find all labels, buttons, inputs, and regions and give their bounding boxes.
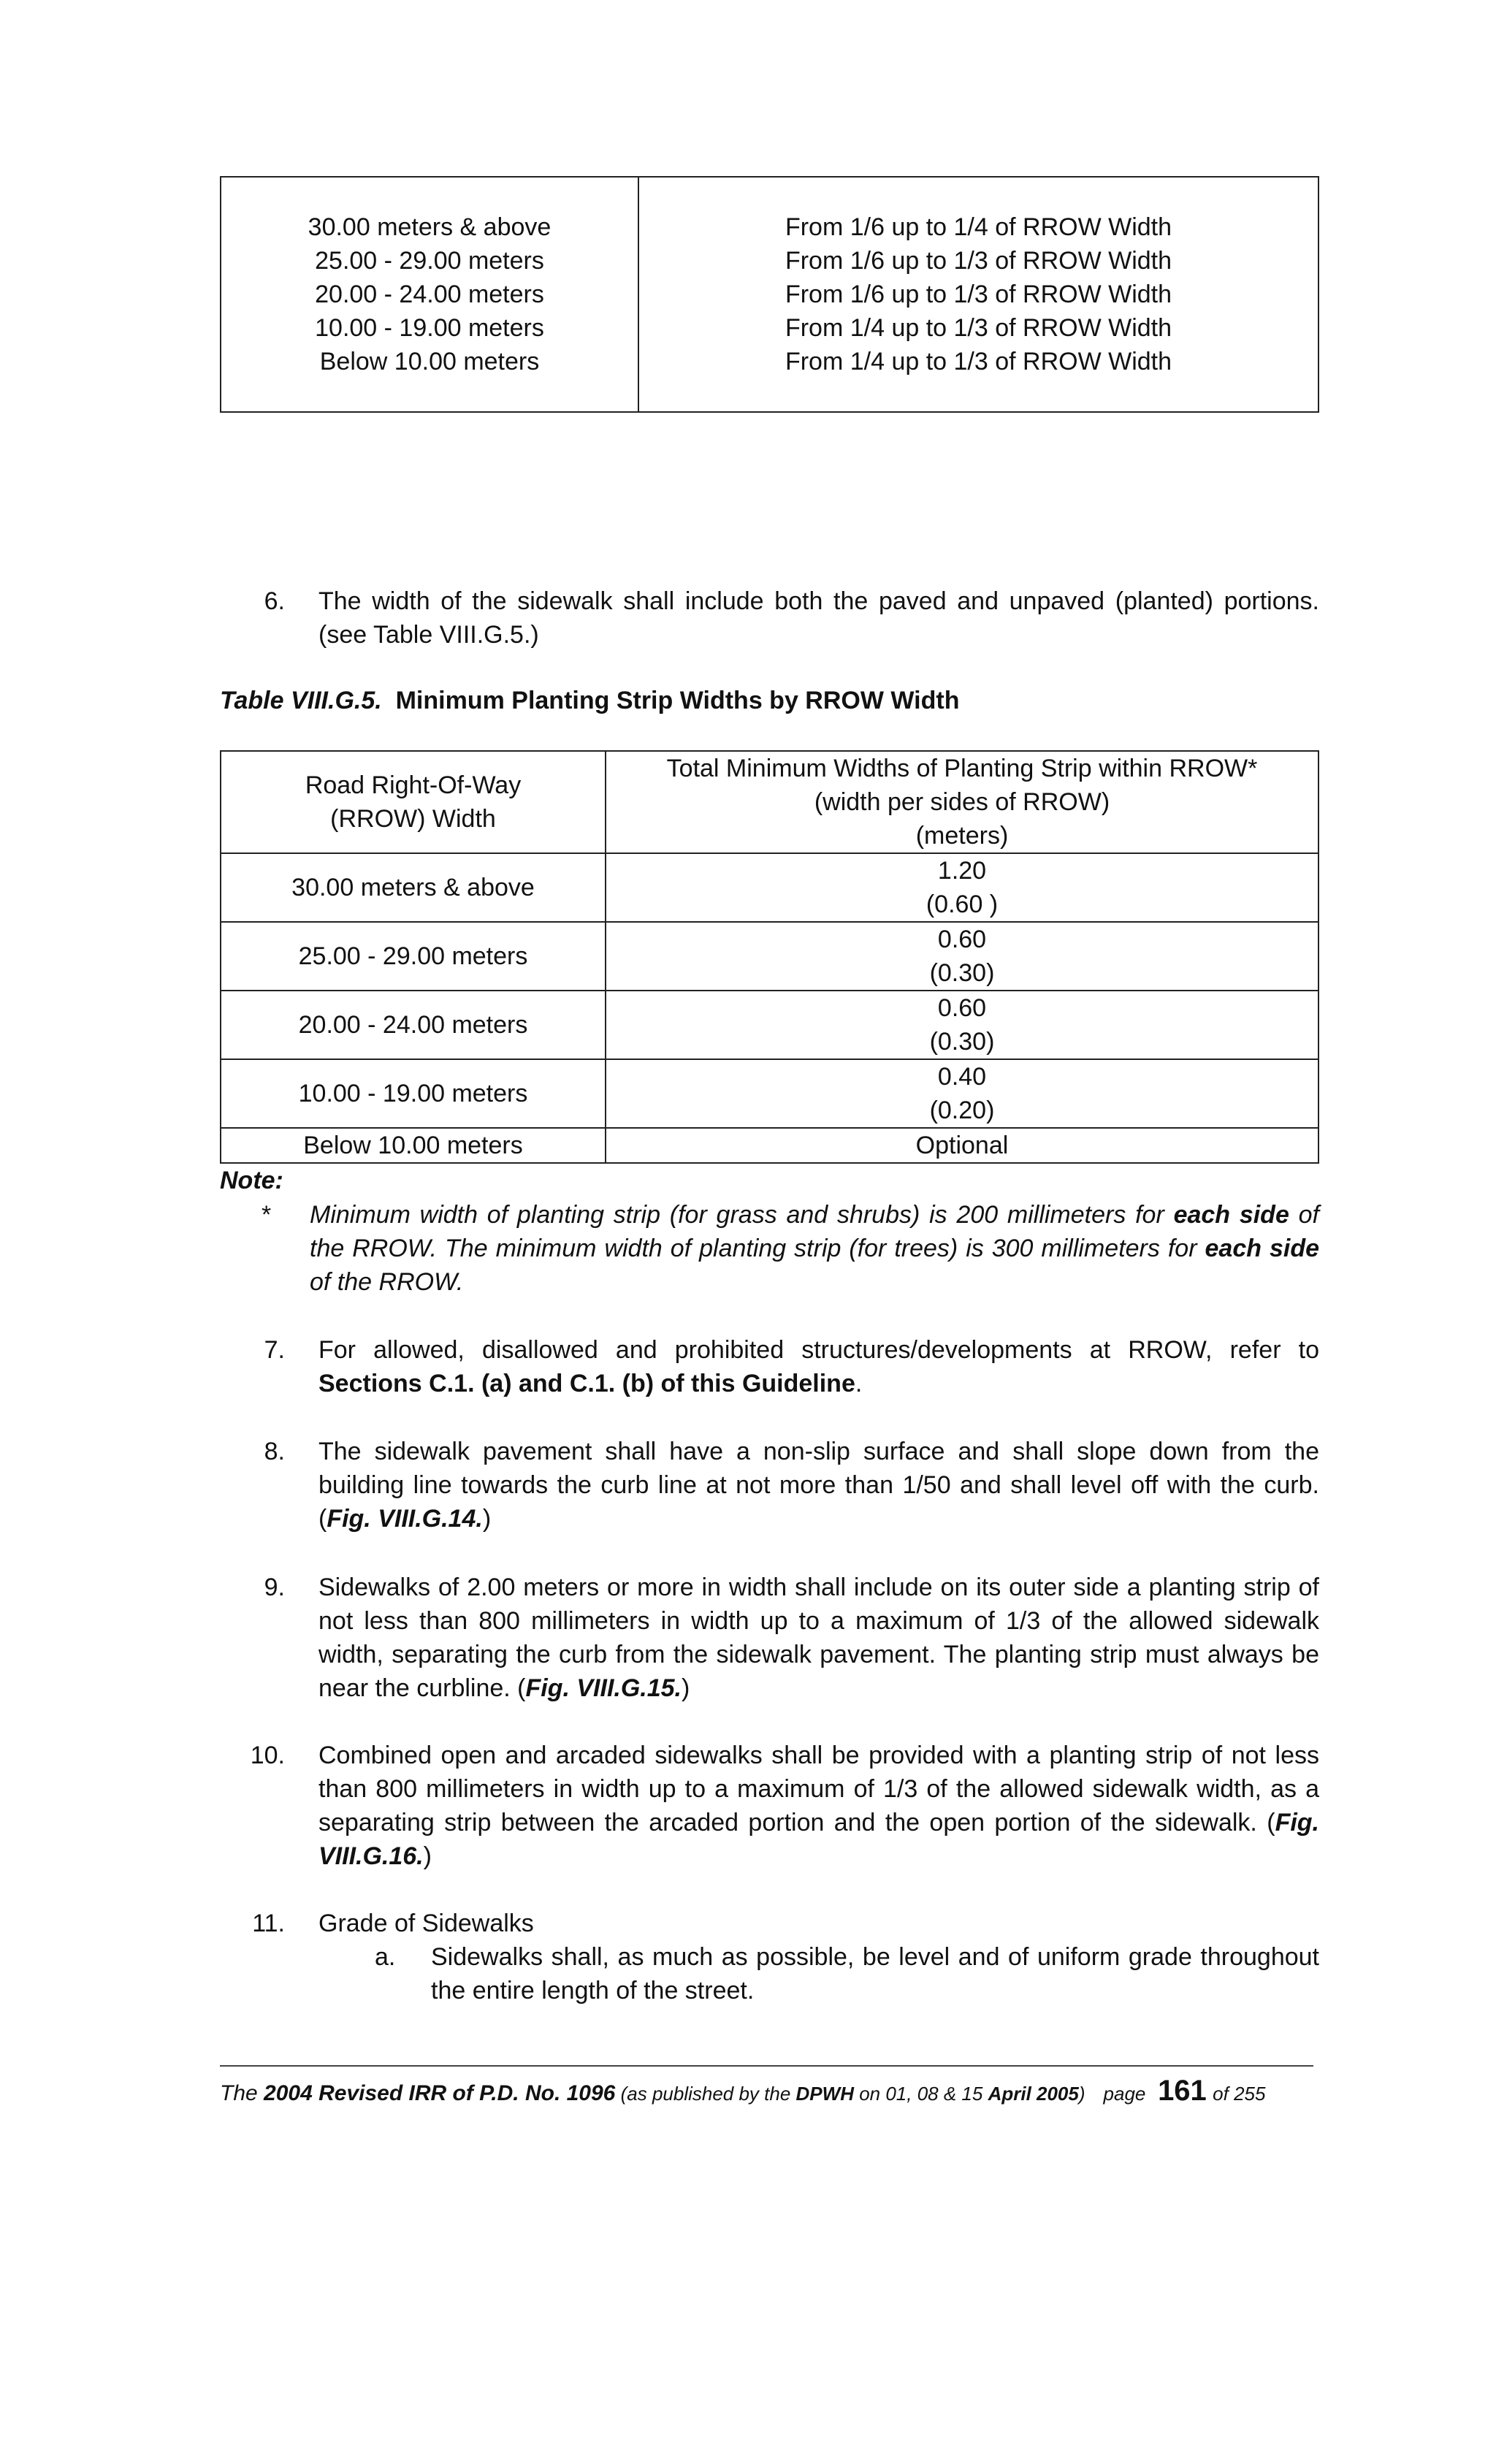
- note-text: Minimum width of planting strip (for grass and shrubs) is 200 millimeters for each side of the RROW. The minimum width of planting strip (for trees) is 300 millimeters for each side of the RROW.: [310, 1201, 1319, 1296]
- item-number: 7.: [264, 1336, 285, 1364]
- table-cell: From 1/4 up to 1/3 of RROW Width: [785, 314, 1172, 342]
- table-cell: 10.00 - 19.00 meters: [315, 314, 544, 342]
- cell-value: (0.20): [929, 1096, 995, 1124]
- table-cell: Below 10.00 meters: [221, 1128, 606, 1163]
- item-8-text: The sidewalk pavement shall have a non-slip surface and shall slope down from the building line towards the curb line at not more than 1/50 and shall level off with the curb. (Fig. VIII.G.14.): [318, 1438, 1319, 1533]
- table-cell: 30.00 meters & above: [221, 853, 606, 922]
- table-cell: 20.00 - 24.00 meters: [221, 991, 606, 1059]
- table-cell: [606, 922, 1318, 991]
- cell-value: (0.30): [929, 1028, 995, 1056]
- table-header-row: [221, 751, 1318, 853]
- item-number: 6.: [264, 587, 285, 615]
- note-label: Note:: [220, 1167, 283, 1194]
- table-cell: From 1/4 up to 1/3 of RROW Width: [785, 348, 1172, 375]
- header-text: (width per sides of RROW): [814, 788, 1110, 816]
- table-cell: 20.00 - 24.00 meters: [315, 281, 544, 308]
- item-11-heading: Grade of Sidewalks: [318, 1910, 534, 1937]
- table-caption: [220, 684, 959, 717]
- item-6-text: The width of the sidewalk shall include both the paved and unpaved (planted) portions. (see Table VIII.G.5.): [318, 587, 1319, 649]
- planting-strip-table: [220, 750, 1319, 1164]
- page-footer: The 2004 Revised IRR of P.D. No. 1096 (as published by the DPWH on 01, 08 & 15 April 2005) page 161 of 255: [220, 2075, 1266, 2107]
- table-row: [221, 1059, 1318, 1128]
- table-cell: From 1/6 up to 1/4 of RROW Width: [785, 213, 1172, 241]
- item-number: 10.: [250, 1742, 285, 1769]
- table-row: [221, 853, 1318, 922]
- item-number: 9.: [264, 1574, 285, 1601]
- header-text: Total Minimum Widths of Planting Strip within RROW*: [666, 755, 1258, 782]
- table-cell: 10.00 - 19.00 meters: [221, 1059, 606, 1128]
- item-number: 8.: [264, 1438, 285, 1465]
- table-cell: From 1/6 up to 1/3 of RROW Width: [785, 247, 1172, 275]
- item-number: 11.: [252, 1910, 285, 1937]
- note-marker: *: [262, 1201, 272, 1229]
- table-cell: [606, 991, 1318, 1059]
- header-text: Road Right-Of-Way: [305, 771, 522, 799]
- table-cell: 25.00 - 29.00 meters: [315, 247, 544, 275]
- table-cell: Below 10.00 meters: [319, 348, 540, 375]
- table-cell: [606, 1059, 1318, 1128]
- sidewalk-width-column: [639, 178, 1318, 411]
- table-row: [221, 991, 1318, 1059]
- footer-divider: [220, 2065, 1313, 2067]
- cell-value: 0.60: [937, 994, 987, 1022]
- table-cell: 25.00 - 29.00 meters: [221, 922, 606, 991]
- page-number: 161: [1158, 2075, 1207, 2107]
- cell-value: 1.20: [937, 857, 987, 885]
- table-row: [221, 1128, 1318, 1163]
- header-text: (meters): [915, 822, 1009, 850]
- rrow-width-table-continued: [220, 176, 1319, 413]
- cell-value: (0.60 ): [926, 890, 999, 918]
- table-row: [221, 922, 1318, 991]
- rrow-width-column: [221, 178, 639, 411]
- item-11a-text: Sidewalks shall, as much as possible, be level and of uniform grade throughout the entire length of the street.: [431, 1943, 1319, 2005]
- item-7-text: For allowed, disallowed and prohibited structures/developments at RROW, refer to Sections C.1. (a) and C.1. (b) of this Guideline.: [318, 1336, 1319, 1397]
- item-9-text: Sidewalks of 2.00 meters or more in width shall include on its outer side a planting strip of not less than 800 millimeters in width up to a maximum of 1/3 of the allowed sidewalk width, separating the curb from the sidewalk pavement. The planting strip must always be near the curbline. (Fig. VIII.G.15.): [318, 1574, 1319, 1702]
- table-caption-label: Table VIII.G.5.: [220, 687, 382, 714]
- header-cell: [606, 751, 1318, 853]
- table-cell: 30.00 meters & above: [308, 213, 552, 241]
- table-caption-title: Minimum Planting Strip Widths by RROW Width: [395, 687, 960, 714]
- cell-value: 0.40: [937, 1063, 987, 1091]
- sub-item-letter: a.: [375, 1943, 396, 1971]
- header-text: (RROW) Width: [330, 805, 496, 833]
- table-cell: Optional: [606, 1128, 1318, 1163]
- table-cell: [606, 853, 1318, 922]
- item-10-text: Combined open and arcaded sidewalks shall be provided with a planting strip of not less than 800 millimeters in width up to a maximum of 1/3 of the allowed sidewalk width, as a separating strip between the arcaded portion and the open portion of the sidewalk. (Fig. VIII.G.16.): [318, 1742, 1319, 1870]
- header-cell: [221, 751, 606, 853]
- cell-value: 0.60: [937, 926, 987, 953]
- table-cell: From 1/6 up to 1/3 of RROW Width: [785, 281, 1172, 308]
- cell-value: (0.30): [929, 959, 995, 987]
